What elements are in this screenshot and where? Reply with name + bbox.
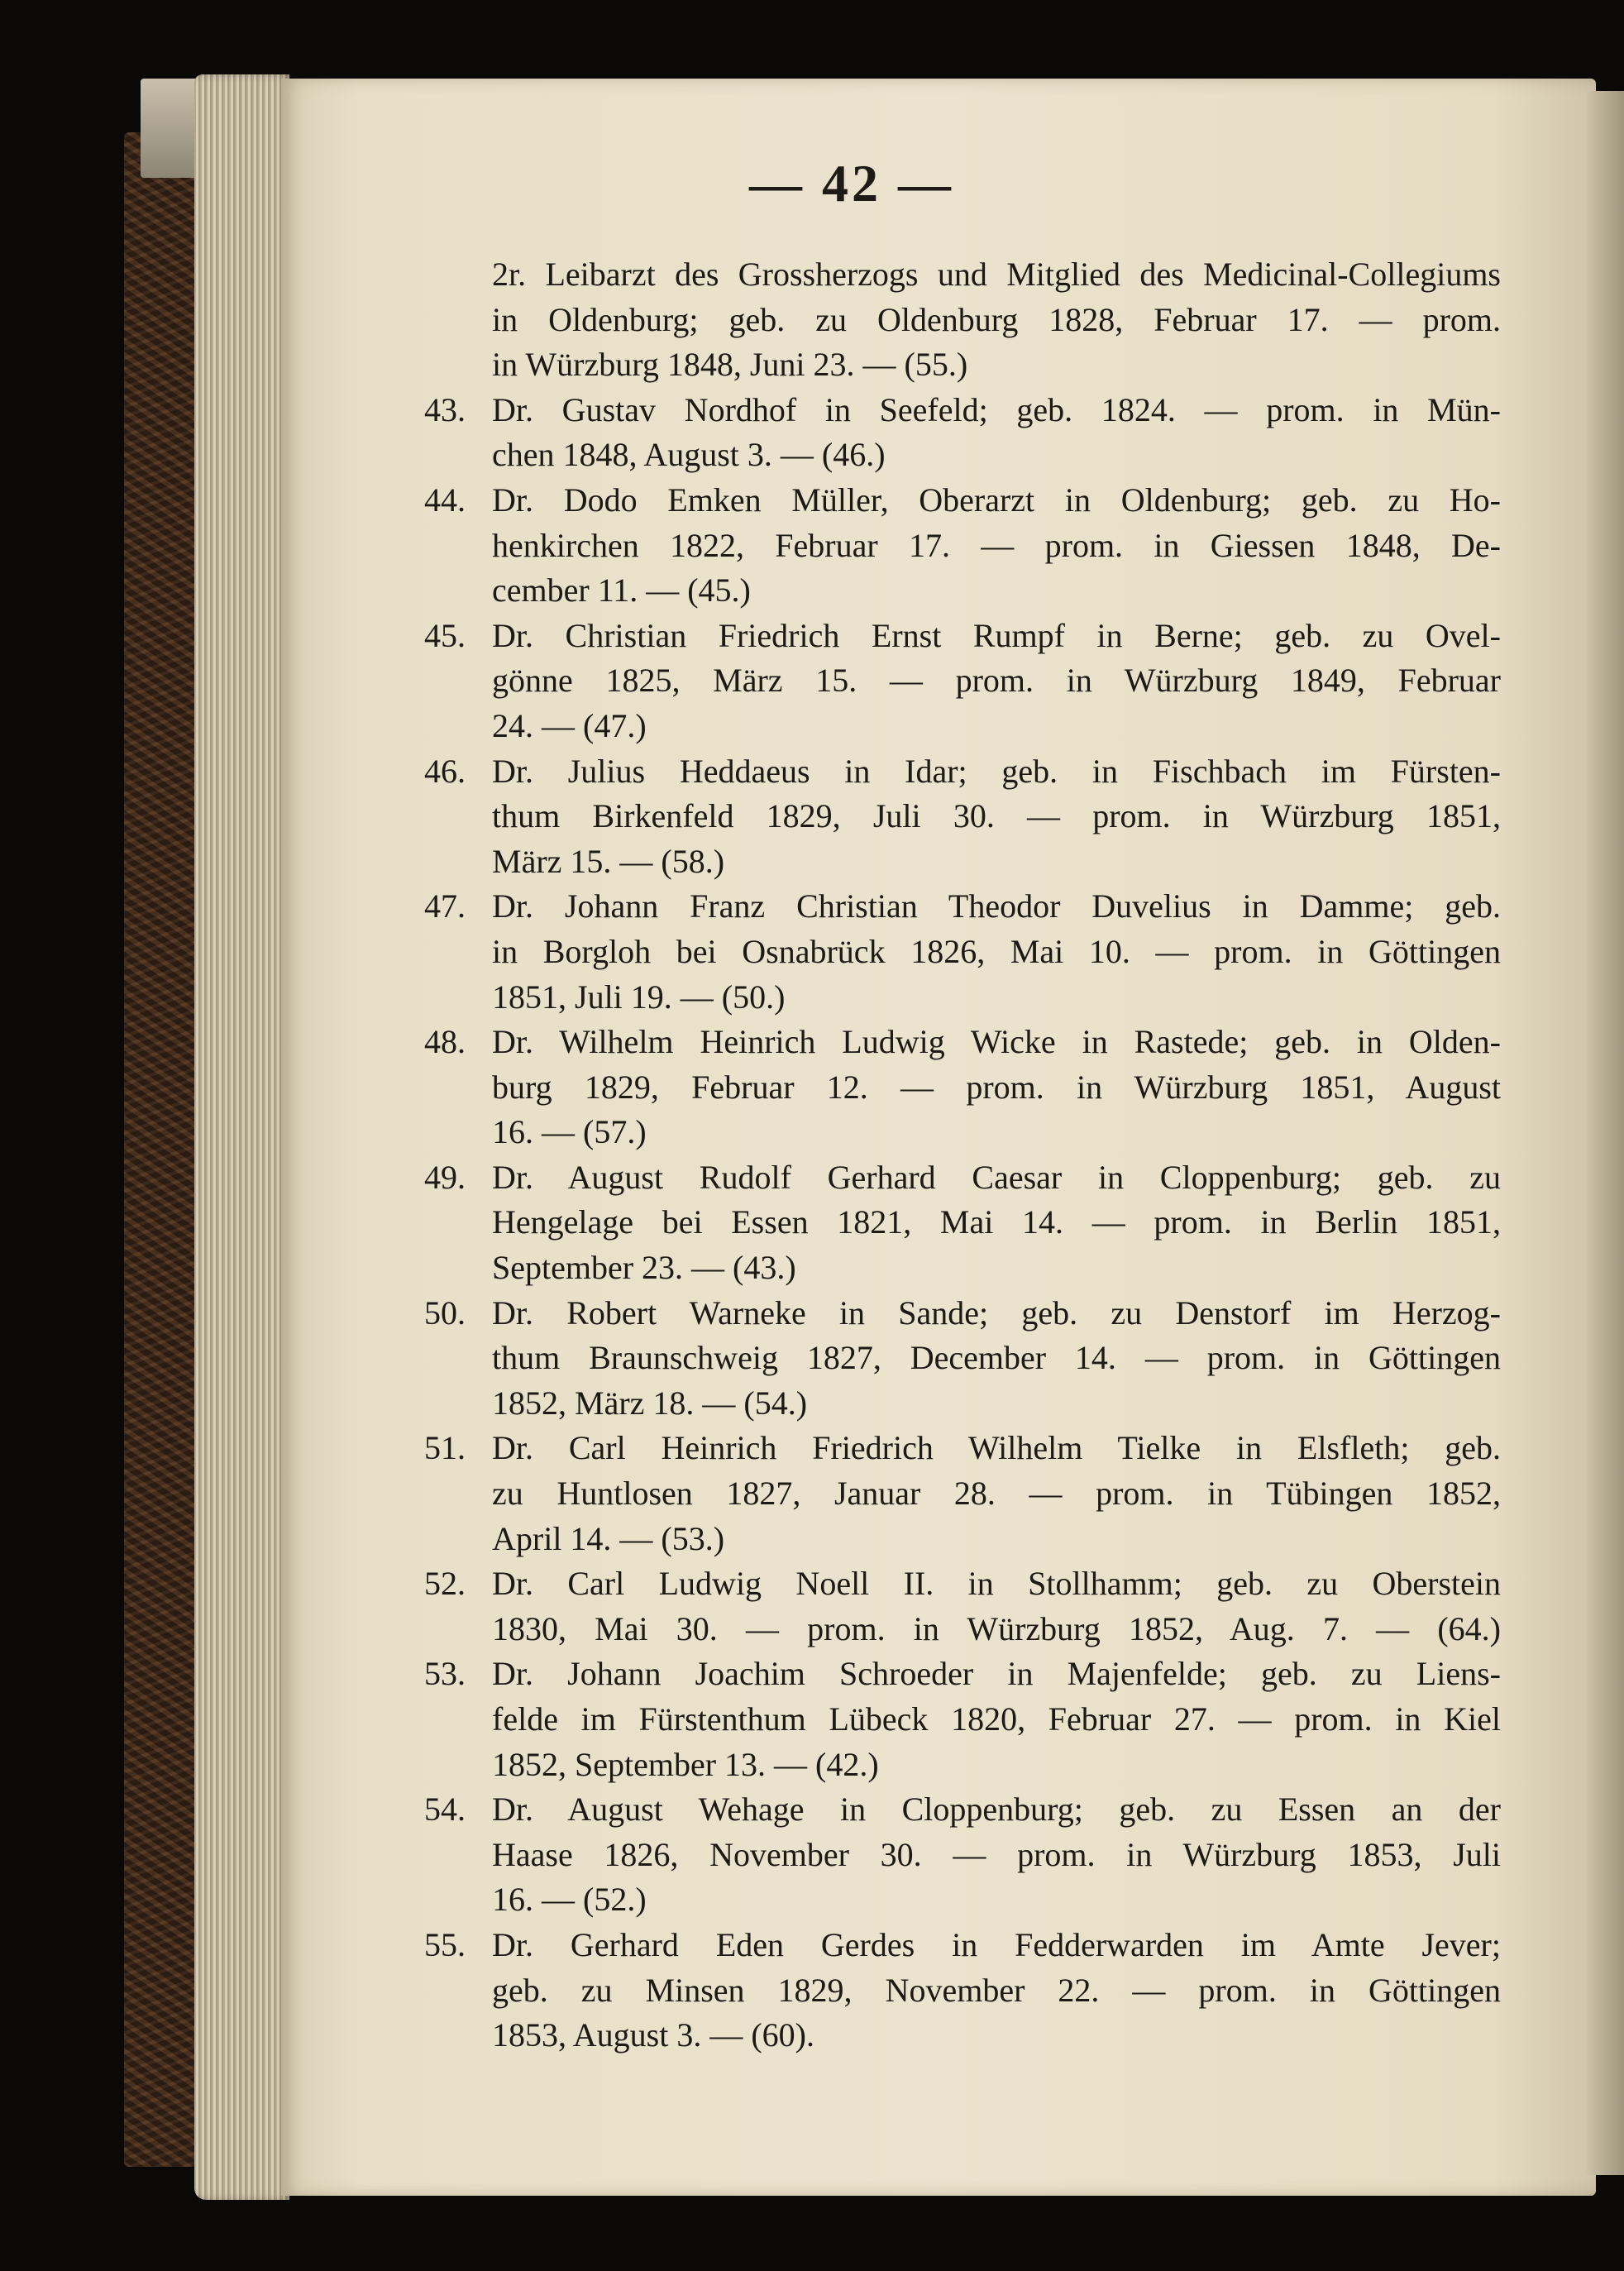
entry-line: März 15. — (58.) bbox=[492, 842, 725, 880]
entry-line: September 23. — (43.) bbox=[492, 1249, 796, 1287]
entry-line: 2r. Leibarzt des Grossherzogs und Mitglied des Medicinal-Collegiums bbox=[492, 256, 1501, 293]
entry-number: 47. bbox=[424, 887, 466, 925]
list-item bbox=[424, 1561, 1501, 1652]
entry-line: in Würzburg 1848, Juni 23. — (55.) bbox=[492, 346, 968, 384]
entry-line: zu Huntlosen 1827, Januar 28. — prom. in Tübingen 1852, bbox=[492, 1475, 1501, 1513]
entry-line: Dr. Christian Friedrich Ernst Rumpf in Berne; geb. zu Ovel- bbox=[492, 616, 1501, 654]
entry-line: 1852, März 18. — (54.) bbox=[492, 1384, 808, 1422]
entry-line: Dr. Gerhard Eden Gerdes in Fedderwarden im Amte Jever; bbox=[492, 1925, 1501, 1963]
entry-line: Dr. August Wehage in Cloppenburg; geb. zu Essen an der bbox=[492, 1791, 1501, 1829]
entry-line: Haase 1826, November 30. — prom. in Würzburg 1853, Juli bbox=[492, 1835, 1501, 1873]
list-item bbox=[424, 1291, 1501, 1427]
entry-line: 1830, Mai 30. — prom. in Würzburg 1852, Aug. 7. — (64.) bbox=[492, 1609, 1501, 1647]
entry-number: 52. bbox=[424, 1565, 466, 1603]
entry-line: henkirchen 1822, Februar 17. — prom. in Giessen 1848, De- bbox=[492, 526, 1501, 564]
list-item bbox=[424, 1155, 1501, 1291]
page-gutter bbox=[1586, 91, 1624, 2175]
page-number: — 42 — bbox=[749, 154, 954, 213]
entry-line: 1851, Juli 19. — (50.) bbox=[492, 978, 786, 1016]
list-item bbox=[424, 884, 1501, 1020]
entry-line: Dr. Gustav Nordhof in Seefeld; geb. 1824. — prom. in Mün- bbox=[492, 390, 1501, 428]
entry-line: chen 1848, August 3. — (46.) bbox=[492, 436, 886, 474]
list-item bbox=[424, 749, 1501, 885]
entry-line: Dr. Johann Franz Christian Theodor Duvelius in Damme; geb. bbox=[492, 887, 1501, 925]
entry-line: in Oldenburg; geb. zu Oldenburg 1828, Februar 17. — prom. bbox=[492, 300, 1501, 338]
list-item bbox=[424, 1923, 1501, 2058]
entry-line: Dr. Carl Ludwig Noell II. in Stollhamm; geb. zu Oberstein bbox=[492, 1565, 1501, 1603]
entry-line: 24. — (47.) bbox=[492, 706, 647, 744]
entry-line: gönne 1825, März 15. — prom. in Würzburg 1849, Februar bbox=[492, 662, 1501, 700]
entry-line: thum Birkenfeld 1829, Juli 30. — prom. in Würzburg 1851, bbox=[492, 797, 1501, 835]
entry-number: 54. bbox=[424, 1791, 466, 1829]
entry-number: 46. bbox=[424, 752, 466, 790]
entry-number: 48. bbox=[424, 1023, 466, 1061]
entry-line: 1852, September 13. — (42.) bbox=[492, 1745, 879, 1783]
list-item bbox=[492, 252, 1501, 388]
entry-line: felde im Fürstenthum Lübeck 1820, Februar 27. — prom. in Kiel bbox=[492, 1700, 1501, 1738]
entry-line: in Borgloh bei Osnabrück 1826, Mai 10. — prom. in Göttingen bbox=[492, 932, 1501, 970]
entry-line: Dr. Johann Joachim Schroeder in Majenfelde; geb. zu Liens- bbox=[492, 1655, 1501, 1693]
list-item bbox=[424, 1020, 1501, 1155]
entry-line: Hengelage bei Essen 1821, Mai 14. — prom. in Berlin 1851, bbox=[492, 1203, 1501, 1241]
page-edges bbox=[194, 74, 289, 2200]
entry-line: geb. zu Minsen 1829, November 22. — prom. in Göttingen bbox=[492, 1971, 1501, 2009]
entry-line: Dr. Dodo Emken Müller, Oberarzt in Oldenburg; geb. zu Ho- bbox=[492, 480, 1501, 519]
entry-line: 1853, August 3. — (60). bbox=[492, 2016, 814, 2054]
list-item bbox=[424, 388, 1501, 478]
entry-number: 45. bbox=[424, 616, 466, 654]
entry-line: April 14. — (53.) bbox=[492, 1519, 725, 1557]
entry-list bbox=[424, 252, 1501, 2058]
entry-line: Dr. Robert Warneke in Sande; geb. zu Denstorf im Herzog- bbox=[492, 1293, 1501, 1332]
entry-line: cember 11. — (45.) bbox=[492, 571, 751, 610]
entry-line: Dr. Wilhelm Heinrich Ludwig Wicke in Rastede; geb. in Olden- bbox=[492, 1023, 1501, 1061]
entry-line: 16. — (52.) bbox=[492, 1881, 647, 1919]
entry-number: 43. bbox=[424, 390, 466, 428]
list-item bbox=[424, 478, 1501, 614]
list-item bbox=[424, 1787, 1501, 1923]
entry-line: Dr. Carl Heinrich Friedrich Wilhelm Tielke in Elsfleth; geb. bbox=[492, 1429, 1501, 1467]
entry-number: 55. bbox=[424, 1925, 466, 1963]
entry-line: burg 1829, Februar 12. — prom. in Würzburg 1851, August bbox=[492, 1068, 1501, 1106]
entry-line: 16. — (57.) bbox=[492, 1113, 647, 1151]
list-item bbox=[424, 614, 1501, 749]
entry-number: 49. bbox=[424, 1158, 466, 1196]
entry-number: 50. bbox=[424, 1293, 466, 1332]
entry-number: 51. bbox=[424, 1429, 466, 1467]
entry-line: thum Braunschweig 1827, December 14. — prom. in Göttingen bbox=[492, 1339, 1501, 1377]
entry-line: Dr. Julius Heddaeus in Idar; geb. in Fischbach im Fürsten- bbox=[492, 752, 1501, 790]
entry-number: 44. bbox=[424, 480, 466, 519]
list-item bbox=[424, 1652, 1501, 1787]
entry-line: Dr. August Rudolf Gerhard Caesar in Cloppenburg; geb. zu bbox=[492, 1158, 1501, 1196]
list-item bbox=[424, 1426, 1501, 1561]
entry-number: 53. bbox=[424, 1655, 466, 1693]
